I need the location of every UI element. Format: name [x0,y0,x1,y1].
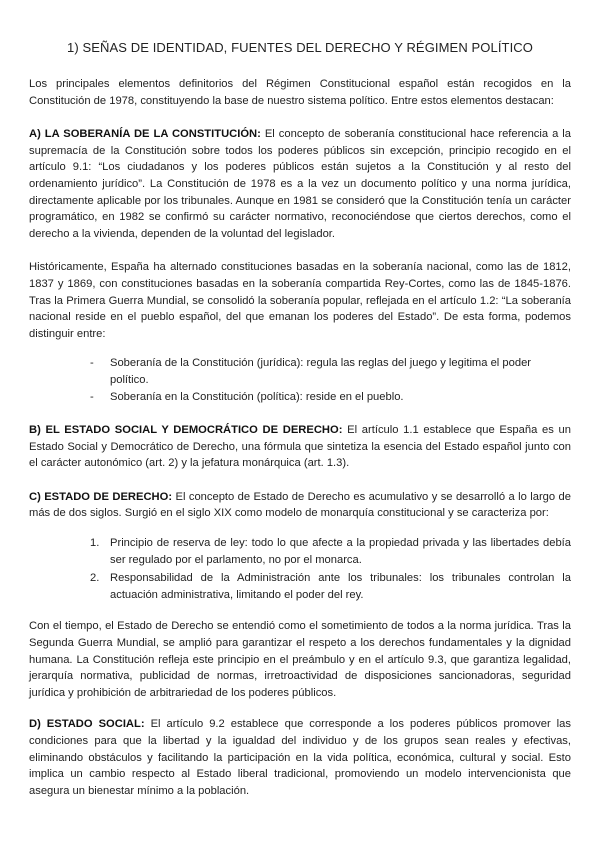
section-c-heading: C) ESTADO DE DERECHO: [29,490,173,503]
list-item [90,570,571,603]
list-item-text: Principio de reserva de ley: todo lo que afecte a la propiedad privada y las libertades debía ser regulado por el parlamento, no por el monarca. [110,537,571,566]
section-d-text: El artículo 9.2 establece que corresponde a los poderes públicos promover las condiciones para que la libertad y la igualdad del individuo y de los grupos sean reales y efectivas, eliminando obstáculos y facilitando la participación en la vida política, económica, cultural y social. Esto implica un cambio respecto al Estado liberal tradicional, promoviendo un modelo intervencionista que asegura un bienestar mínimo a la población. [29,718,571,797]
list-item [90,355,571,388]
dash-bullet: - [90,390,94,403]
section-c-text: El concepto de Estado de Derecho es acumulativo y se desarrolló a lo largo de más de dos siglos. Surgió en el siglo XIX como modelo de monarquía constitucional y se caracteriza por: [29,490,571,520]
historic-paragraph: Históricamente, España ha alternado constituciones basadas en la soberanía nacional, como las de 1812, 1837 y 1869, con constituciones basadas en la soberanía compartida Rey-Cortes, como las de 1845-1876. Tras la Primera Guerra Mundial, se consolidó la soberanía popular, reflejada en el artículo 1.2: “La soberanía nacional reside en el pueblo español, del que emanan los poderes del Estado”. De esta forma, podemos distinguir entre: [29,261,571,340]
section-a-heading: A) LA SOBERANÍA DE LA CONSTITUCIÓN: [29,128,261,141]
section-d-heading: D) ESTADO SOCIAL: [29,718,145,731]
list-item-text: Soberanía de la Constitución (jurídica): regula las reglas del juego y legitima el poder político. [110,357,532,386]
dash-bullet: - [90,357,94,370]
list-item [90,535,571,568]
section-b-text: El artículo 1.1 establece que España es un Estado Social y Democrático de Derecho, una fórmula que sintetiza la esencia del Estado español junto con el carácter autonómico (art. 2) y la jefatura monárquica (art. 1.3). [29,424,571,470]
section-a-text: El concepto de soberanía constitucional hace referencia a la supremacía de la Constitución sobre todos los poderes públicos sin excepción, principio recogido en el artículo 9.1: “Los ciudadanos y los poderes públicos están sujetos a la Constitución y al resto del ordenamiento jurídico”. La Constitución de 1978 es a la vez un documento político y una norma jurídica, directamente aplicable por los tribunales. Aunque en 1981 se consideró que la Constitución tenía un carácter programático, en 1982 se confirmó su carácter normativo, reconociéndose que ciertos derechos, como el derecho a la vivienda, dependen de la voluntad del legislador. [29,128,571,240]
page-title: 1) SEÑAS DE IDENTIDAD, FUENTES DEL DERECHO Y RÉGIMEN POLÍTICO [67,40,533,55]
section-c-paragraph [29,489,571,522]
section-d-paragraph [29,716,571,799]
list-number: 1. [90,537,100,550]
section-a-paragraph [29,126,571,242]
list-item-text: Soberanía en la Constitución (política): reside en el pueblo. [110,390,404,403]
over-time-paragraph: Con el tiempo, el Estado de Derecho se entendió como el sometimiento de todos a la norma jurídica. Tras la Segunda Guerra Mundial, se amplió para garantizar el respeto a los derechos fundamentales y la dignidad humana. La Constitución refleja este principio en el preámbulo y en el artículo 9.3, que garantiza legalidad, jerarquía normativa, publicidad de normas, irretroactividad de disposiciones sancionadoras, seguridad jurídica y prohibición de arbitrariedad de los poderes públicos. [29,620,571,699]
section-b-paragraph [29,422,571,472]
list-number: 2. [90,572,100,585]
intro-paragraph: Los principales elementos definitorios del Régimen Constitucional español están recogidos en la Constitución de 1978, constituyendo la base de nuestro sistema político. Entre estos elementos destacan: [29,78,571,107]
rule-of-law-list [29,535,571,603]
list-item [90,389,571,406]
sovereignty-list [29,355,571,405]
list-item-text: Responsabilidad de la Administración ante los tribunales: los tribunales controlan la actuación administrativa, limitando el poder del rey. [110,572,571,601]
section-b-heading: B) EL ESTADO SOCIAL Y DEMOCRÁTICO DE DERECHO: [29,424,343,437]
